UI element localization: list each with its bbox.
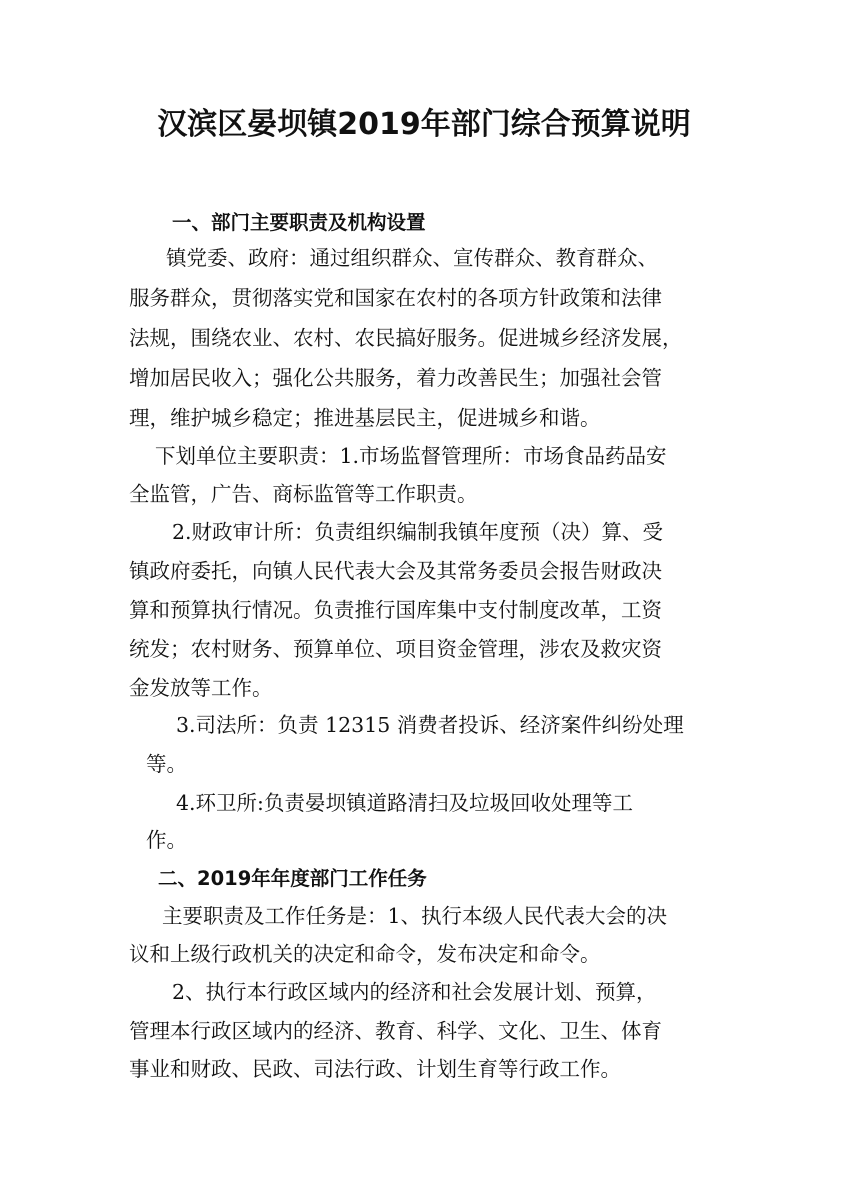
- text-line: 镇政府委托，向镇人民代表大会及其常务委员会报告财政决: [129, 559, 662, 583]
- text-line: 下划单位主要职责：1.市场监督管理所：市场食品药品安: [155, 444, 667, 468]
- text-line: 统发；农村财务、预算单位、项目资金管理，涉农及救灾资: [129, 637, 662, 661]
- text-line: 管理本行政区域内的经济、教育、科学、文化、卫生、体育: [129, 1019, 662, 1043]
- text-line: 服务群众，贯彻落实党和国家在农村的各项方针政策和法律: [129, 286, 662, 310]
- text-line: 等。: [146, 752, 187, 776]
- text-line: 事业和财政、民政、司法行政、计划生育等行政工作。: [129, 1057, 621, 1081]
- text-line: 主要职责及工作任务是：1、执行本级人民代表大会的决: [162, 904, 668, 928]
- text-line: 法规，围绕农业、农村、农民搞好服务。促进城乡经济发展，: [129, 326, 683, 350]
- text-line: 增加居民收入；强化公共服务，着力改善民生；加强社会管: [129, 366, 662, 390]
- text-line: 全监管，广告、商标监管等工作职责。: [129, 482, 478, 506]
- text-line: 2、执行本行政区域内的经济和社会发展计划、预算，: [172, 980, 657, 1004]
- section-1-heading: 一、部门主要职责及机构设置: [172, 211, 426, 234]
- text-line: 算和预算执行情况。负责推行国库集中支付制度改革，工资: [129, 598, 662, 622]
- text-line: 3.司法所：负责 12315 消费者投诉、经济案件纠纷处理: [176, 713, 684, 737]
- section-2-heading: 二、2019年年度部门工作任务: [158, 867, 427, 890]
- document-title: 汉滨区晏坝镇2019年部门综合预算说明: [157, 107, 691, 142]
- text-line: 金发放等工作。: [129, 676, 273, 700]
- text-line: 镇党委、政府：通过组织群众、宣传群众、教育群众、: [166, 246, 658, 270]
- text-line: 2.财政审计所：负责组织编制我镇年度预（决）算、受: [172, 520, 664, 544]
- text-line: 议和上级行政机关的决定和命令，发布决定和命令。: [129, 942, 601, 966]
- text-line: 理，维护城乡稳定；推进基层民主，促进城乡和谐。: [129, 406, 601, 430]
- text-line: 作。: [146, 828, 187, 852]
- text-line: 4.环卫所:负责晏坝镇道路清扫及垃圾回收处理等工: [176, 791, 633, 815]
